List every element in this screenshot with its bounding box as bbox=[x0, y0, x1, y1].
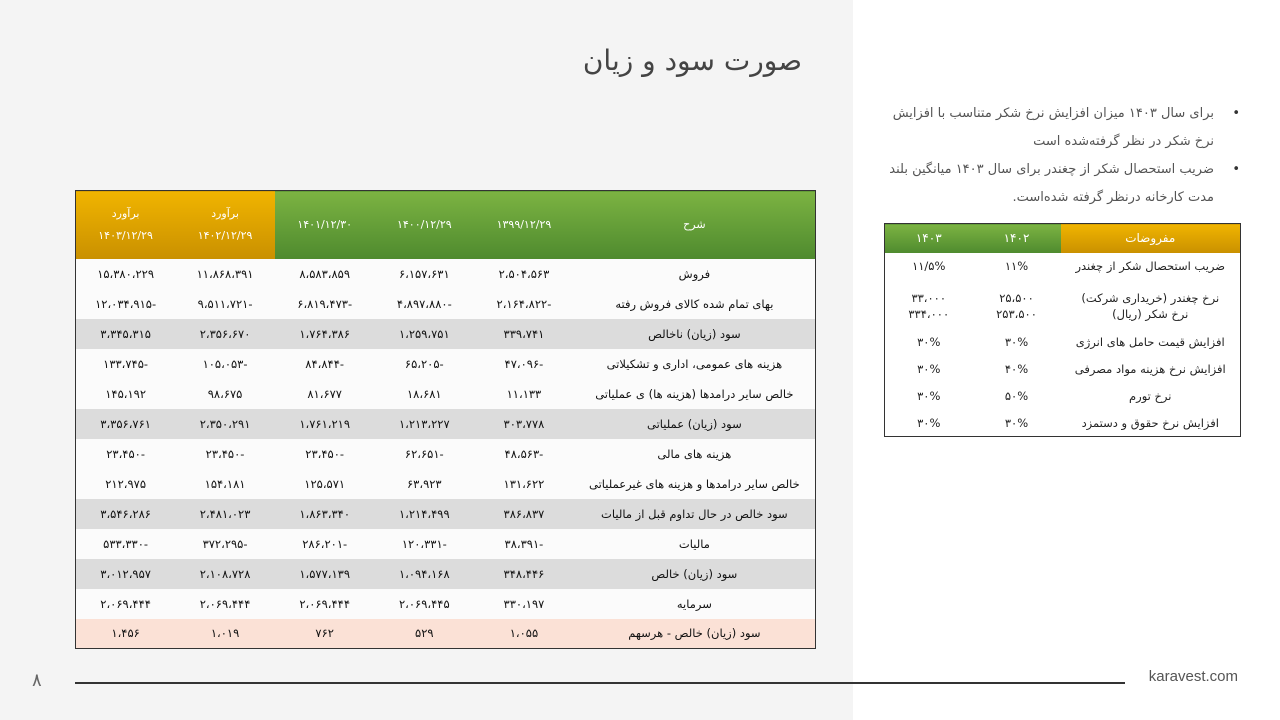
assumption-value: ۲۵،۵۰۰ bbox=[973, 280, 1061, 307]
row-value: -۲،۱۶۴،۸۲۲ bbox=[474, 289, 574, 319]
assumption-value: ۴۰% bbox=[973, 356, 1061, 383]
assumption-value: ۳۰% bbox=[885, 329, 973, 356]
row-value: -۶۲،۶۵۱ bbox=[375, 439, 475, 469]
row-value: ۱۸،۶۸۱ bbox=[375, 379, 475, 409]
row-description: مالیات bbox=[574, 529, 816, 559]
row-value: ۳،۰۱۲،۹۵۷ bbox=[76, 559, 176, 589]
assumption-value: ۱۱/۵% bbox=[885, 253, 973, 280]
row-value: ۹۸،۶۷۵ bbox=[175, 379, 275, 409]
row-description: سود (زیان) ناخالص bbox=[574, 319, 816, 349]
assumption-description: نرخ چغندر (خریداری شرکت) bbox=[1061, 280, 1241, 307]
row-value: ۲،۳۵۰،۲۹۱ bbox=[175, 409, 275, 439]
assumptions-header-1403: ۱۴۰۳ bbox=[885, 224, 973, 253]
row-value: -۸۴،۸۴۴ bbox=[275, 349, 375, 379]
row-value: ۲،۴۸۱،۰۲۳ bbox=[175, 499, 275, 529]
assumption-value: ۳۰% bbox=[973, 410, 1061, 437]
table-row bbox=[76, 589, 816, 619]
row-description: خالص سایر درامدها و هزینه های غیرعملیاتی bbox=[574, 469, 816, 499]
row-value: ۶،۱۵۷،۶۳۱ bbox=[375, 259, 475, 289]
assumption-value: ۳۰% bbox=[885, 383, 973, 410]
row-value: ۱،۴۵۶ bbox=[76, 619, 176, 649]
row-description: فروش bbox=[574, 259, 816, 289]
row-value: ۳،۵۴۶،۲۸۶ bbox=[76, 499, 176, 529]
row-value: ۳۳۹،۷۴۱ bbox=[474, 319, 574, 349]
row-value: ۸،۵۸۳،۸۵۹ bbox=[275, 259, 375, 289]
row-description: سود (زیان) عملیاتی bbox=[574, 409, 816, 439]
row-value: -۶،۸۱۹،۴۷۳ bbox=[275, 289, 375, 319]
row-value: ۱۱،۱۳۳ bbox=[474, 379, 574, 409]
row-value: ۱۲۵،۵۷۱ bbox=[275, 469, 375, 499]
assumption-value: ۳۰% bbox=[973, 329, 1061, 356]
row-value: -۶۵،۲۰۵ bbox=[375, 349, 475, 379]
row-value: ۳۰۳،۷۷۸ bbox=[474, 409, 574, 439]
row-value: ۱،۰۱۹ bbox=[175, 619, 275, 649]
assumption-value: ۵۰% bbox=[973, 383, 1061, 410]
assumption-value: ۳۳،۰۰۰ bbox=[885, 280, 973, 307]
row-value: -۱۲۰،۳۳۱ bbox=[375, 529, 475, 559]
row-value: -۱۳۳،۷۴۵ bbox=[76, 349, 176, 379]
row-value: ۱،۲۱۳،۲۲۷ bbox=[375, 409, 475, 439]
row-value: -۴،۸۹۷،۸۸۰ bbox=[375, 289, 475, 319]
row-value: ۱،۵۷۷،۱۳۹ bbox=[275, 559, 375, 589]
row-value: ۳۴۸،۴۴۶ bbox=[474, 559, 574, 589]
row-value: ۲،۰۶۹،۴۴۴ bbox=[275, 589, 375, 619]
note-item: • ضریب استحصال شکر از چغندر برای سال ۱۴۰۳ میانگین بلند مدت کارخانه درنظر گرفته شده‌است. bbox=[880, 156, 1240, 212]
header-description: شرح bbox=[574, 191, 816, 259]
assumption-row bbox=[885, 329, 1241, 356]
row-value: -۲۳،۴۵۰ bbox=[76, 439, 176, 469]
assumption-description: ضریب استحصال شکر از چغندر bbox=[1061, 253, 1241, 280]
header-1403-date: ۱۴۰۳/۱۲/۲۹ bbox=[98, 228, 153, 242]
row-value: ۱،۷۶۱،۲۱۹ bbox=[275, 409, 375, 439]
row-value: ۱۵۴،۱۸۱ bbox=[175, 469, 275, 499]
row-value: ۱۵،۳۸۰،۲۲۹ bbox=[76, 259, 176, 289]
row-value: ۲،۱۰۸،۷۲۸ bbox=[175, 559, 275, 589]
row-value: ۱،۸۶۳،۳۴۰ bbox=[275, 499, 375, 529]
header-1402-date: ۱۴۰۲/۱۲/۲۹ bbox=[197, 228, 253, 242]
assumption-description: نرخ تورم bbox=[1061, 383, 1241, 410]
table-row bbox=[76, 409, 816, 439]
row-value: ۲،۵۰۴،۵۶۳ bbox=[474, 259, 574, 289]
row-value: ۱۱،۸۶۸،۳۹۱ bbox=[175, 259, 275, 289]
row-value: -۳۷۲،۲۹۵ bbox=[175, 529, 275, 559]
table-row bbox=[76, 319, 816, 349]
row-value: ۲،۰۶۹،۴۴۴ bbox=[175, 589, 275, 619]
row-value: -۳۸،۳۹۱ bbox=[474, 529, 574, 559]
header-1402 bbox=[175, 191, 275, 259]
assumption-row bbox=[885, 383, 1241, 410]
row-value: ۲،۳۵۶،۶۷۰ bbox=[175, 319, 275, 349]
notes-list bbox=[880, 100, 1240, 212]
row-value: ۱،۲۱۴،۴۹۹ bbox=[375, 499, 475, 529]
row-value: ۱،۷۶۴،۳۸۶ bbox=[275, 319, 375, 349]
assumption-value: ۳۰% bbox=[885, 410, 973, 437]
row-value: ۳۸۶،۸۳۷ bbox=[474, 499, 574, 529]
assumptions-table-body bbox=[885, 253, 1241, 437]
row-value: -۲۳،۴۵۰ bbox=[275, 439, 375, 469]
row-value: ۳،۳۵۶،۷۶۱ bbox=[76, 409, 176, 439]
row-value: ۱۳۱،۶۲۲ bbox=[474, 469, 574, 499]
assumption-value: ۳۰% bbox=[885, 356, 973, 383]
table-row bbox=[76, 469, 816, 499]
assumption-value: ۲۵۳،۵۰۰ bbox=[973, 307, 1061, 329]
row-value: ۶۳،۹۲۳ bbox=[375, 469, 475, 499]
row-description: سود (زیان) خالص bbox=[574, 559, 816, 589]
table-header-row bbox=[76, 191, 816, 259]
row-description: هزینه های عمومی، اداری و تشکیلاتی bbox=[574, 349, 816, 379]
row-value: -۴۸،۵۶۳ bbox=[474, 439, 574, 469]
assumption-description: افزایش نرخ حقوق و دستمزد bbox=[1061, 410, 1241, 437]
row-value: ۳۳۰،۱۹۷ bbox=[474, 589, 574, 619]
assumption-description: افزایش نرخ هزینه مواد مصرفی bbox=[1061, 356, 1241, 383]
row-value: ۷۶۲ bbox=[275, 619, 375, 649]
table-row bbox=[76, 529, 816, 559]
assumptions-header-row bbox=[885, 224, 1241, 253]
assumption-row bbox=[885, 410, 1241, 437]
assumptions-table bbox=[884, 223, 1241, 437]
row-value: ۱۴۵،۱۹۲ bbox=[76, 379, 176, 409]
assumption-row bbox=[885, 253, 1241, 280]
row-value: ۳،۳۴۵،۳۱۵ bbox=[76, 319, 176, 349]
assumption-description: افزایش قیمت حامل های انرژی bbox=[1061, 329, 1241, 356]
assumptions-header-desc: مفروضات bbox=[1061, 224, 1241, 253]
header-1403 bbox=[76, 191, 176, 259]
table-row bbox=[76, 619, 816, 649]
row-value: -۴۷،۰۹۶ bbox=[474, 349, 574, 379]
row-value: -۱۰۵،۰۵۳ bbox=[175, 349, 275, 379]
row-value: ۱،۰۵۵ bbox=[474, 619, 574, 649]
table-row bbox=[76, 499, 816, 529]
row-value: -۵۳۳،۳۳۰ bbox=[76, 529, 176, 559]
assumption-description: نرخ شکر (ریال) bbox=[1061, 307, 1241, 329]
note-item: • برای سال ۱۴۰۳ میزان افزایش نرخ شکر متناسب با افزایش نرخ شکر در نظر گرفته‌شده است bbox=[880, 100, 1240, 156]
header-1399: ۱۳۹۹/۱۲/۲۹ bbox=[474, 191, 574, 259]
row-value: -۱۲،۰۳۴،۹۱۵ bbox=[76, 289, 176, 319]
footer-divider bbox=[75, 682, 1125, 684]
assumption-value: ۳۳۴،۰۰۰ bbox=[885, 307, 973, 329]
income-table-body bbox=[76, 259, 816, 649]
row-value: ۸۱،۶۷۷ bbox=[275, 379, 375, 409]
row-description: سود (زیان) خالص - هرسهم bbox=[574, 619, 816, 649]
brand-link[interactable]: karavest.com bbox=[1148, 668, 1238, 685]
row-description: بهای تمام شده کالای فروش رفته bbox=[574, 289, 816, 319]
table-row bbox=[76, 559, 816, 589]
page-title: صورت سود و زیان bbox=[582, 44, 802, 77]
assumption-row bbox=[885, 356, 1241, 383]
row-value: ۱،۲۵۹،۷۵۱ bbox=[375, 319, 475, 349]
row-value: ۲۱۲،۹۷۵ bbox=[76, 469, 176, 499]
table-row bbox=[76, 379, 816, 409]
income-statement-table bbox=[75, 190, 816, 649]
row-value: -۹،۵۱۱،۷۲۱ bbox=[175, 289, 275, 319]
row-value: ۲،۰۶۹،۴۴۵ bbox=[375, 589, 475, 619]
header-1401: ۱۴۰۱/۱۲/۳۰ bbox=[275, 191, 375, 259]
assumptions-header-1402: ۱۴۰۲ bbox=[973, 224, 1061, 253]
row-description: خالص سایر درامدها (هزینه ها) ی عملیاتی bbox=[574, 379, 816, 409]
assumption-row bbox=[885, 307, 1241, 329]
table-row bbox=[76, 259, 816, 289]
header-1403-label: برآورد bbox=[111, 206, 140, 220]
table-row bbox=[76, 439, 816, 469]
row-value: -۲۳،۴۵۰ bbox=[175, 439, 275, 469]
table-row bbox=[76, 349, 816, 379]
row-value: ۱،۰۹۴،۱۶۸ bbox=[375, 559, 475, 589]
table-row bbox=[76, 289, 816, 319]
row-description: سرمایه bbox=[574, 589, 816, 619]
row-description: هزینه های مالی bbox=[574, 439, 816, 469]
row-description: سود خالص در حال تداوم قبل از مالیات bbox=[574, 499, 816, 529]
assumption-value: ۱۱% bbox=[973, 253, 1061, 280]
row-value: ۵۲۹ bbox=[375, 619, 475, 649]
row-value: ۲،۰۶۹،۴۴۴ bbox=[76, 589, 176, 619]
row-value: -۲۸۶،۲۰۱ bbox=[275, 529, 375, 559]
assumption-row bbox=[885, 280, 1241, 307]
page-number: ۸ bbox=[32, 670, 42, 691]
header-1402-label: برآورد bbox=[211, 206, 239, 220]
header-1400: ۱۴۰۰/۱۲/۲۹ bbox=[375, 191, 475, 259]
